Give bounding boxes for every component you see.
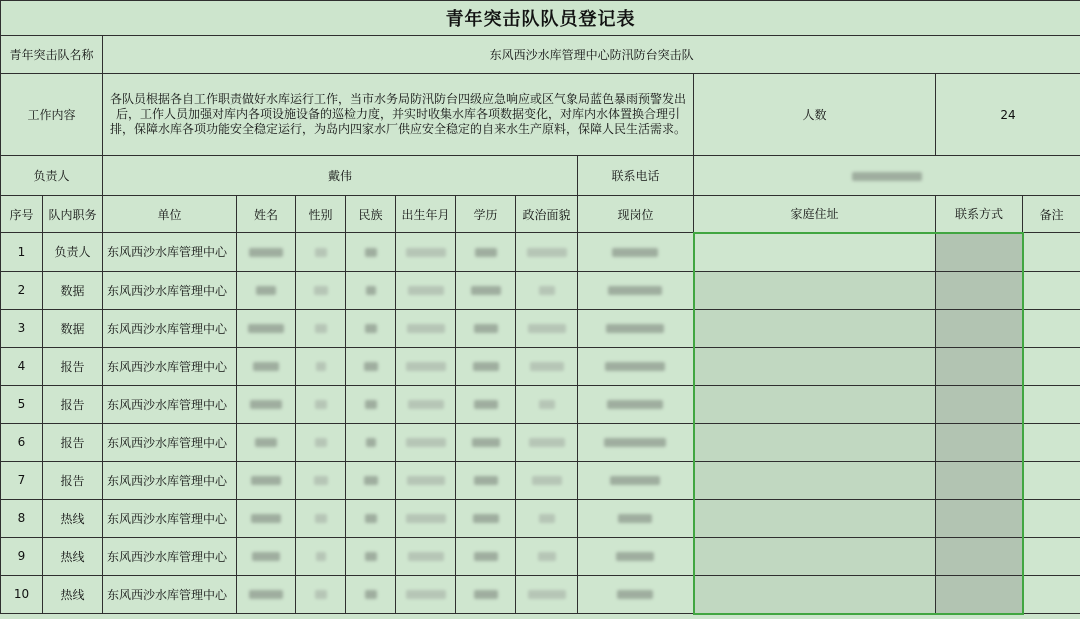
row-gender[interactable] bbox=[296, 499, 346, 537]
table-row bbox=[1, 423, 1080, 461]
row-index[interactable]: 5 bbox=[1, 385, 43, 423]
redacted-birth bbox=[408, 552, 444, 561]
col-header-name[interactable]: 姓名 bbox=[237, 196, 296, 233]
redacted-ethnicity bbox=[365, 590, 377, 599]
row-remarks[interactable] bbox=[1023, 423, 1080, 461]
col-header-education[interactable]: 学历 bbox=[456, 196, 516, 233]
row-birth[interactable] bbox=[396, 423, 456, 461]
row-index[interactable]: 8 bbox=[1, 499, 43, 537]
row-address[interactable] bbox=[694, 233, 936, 272]
row-remarks[interactable] bbox=[1023, 385, 1080, 423]
redacted-political bbox=[527, 248, 567, 257]
row-contact[interactable] bbox=[936, 347, 1023, 385]
redacted-ethnicity bbox=[365, 324, 377, 333]
redacted-political bbox=[539, 514, 555, 523]
redacted-education bbox=[474, 590, 498, 599]
redacted-education bbox=[475, 248, 497, 257]
col-header-ethnicity[interactable]: 民族 bbox=[346, 196, 396, 233]
row-ethnicity[interactable] bbox=[346, 499, 396, 537]
redacted-ethnicity bbox=[365, 400, 377, 409]
row-ethnicity[interactable] bbox=[346, 233, 396, 272]
row-gender[interactable] bbox=[296, 271, 346, 309]
row-birth[interactable] bbox=[396, 347, 456, 385]
row-position[interactable] bbox=[578, 385, 694, 423]
row-index[interactable]: 4 bbox=[1, 347, 43, 385]
team-name-value[interactable]: 东风西沙水库管理中心防汛防台突击队 bbox=[103, 36, 1080, 74]
redacted-name bbox=[256, 286, 276, 295]
redacted-ethnicity bbox=[365, 248, 377, 257]
row-position[interactable] bbox=[578, 233, 694, 272]
row-position[interactable] bbox=[578, 347, 694, 385]
col-header-address[interactable]: 家庭住址 bbox=[694, 196, 936, 233]
redacted-political bbox=[529, 438, 565, 447]
redacted-education bbox=[474, 324, 498, 333]
table-row bbox=[1, 271, 1080, 309]
row-index[interactable]: 7 bbox=[1, 461, 43, 499]
col-header-role[interactable]: 队内职务 bbox=[43, 196, 103, 233]
row-name[interactable] bbox=[237, 385, 296, 423]
redacted-gender bbox=[314, 476, 328, 485]
table-row bbox=[1, 347, 1080, 385]
row-ethnicity[interactable] bbox=[346, 537, 396, 575]
row-gender[interactable] bbox=[296, 423, 346, 461]
row-position[interactable] bbox=[578, 461, 694, 499]
row-gender[interactable] bbox=[296, 309, 346, 347]
row-remarks[interactable] bbox=[1023, 537, 1080, 575]
redacted-ethnicity bbox=[366, 438, 376, 447]
row-remarks[interactable] bbox=[1023, 575, 1080, 614]
redacted-name bbox=[248, 324, 284, 333]
leader-label[interactable]: 负责人 bbox=[1, 156, 103, 196]
leader-value[interactable]: 戴伟 bbox=[103, 156, 578, 196]
redacted-gender bbox=[315, 590, 327, 599]
row-gender[interactable] bbox=[296, 385, 346, 423]
redacted-ethnicity bbox=[364, 362, 378, 371]
row-contact[interactable] bbox=[936, 385, 1023, 423]
sheet-title[interactable]: 青年突击队队员登记表 bbox=[1, 1, 1080, 36]
row-political[interactable] bbox=[516, 499, 578, 537]
row-education[interactable] bbox=[456, 347, 516, 385]
redacted-ethnicity bbox=[366, 286, 376, 295]
redacted-name bbox=[253, 362, 279, 371]
row-name[interactable] bbox=[237, 309, 296, 347]
redacted-birth bbox=[406, 362, 446, 371]
row-position[interactable] bbox=[578, 575, 694, 614]
row-education[interactable] bbox=[456, 309, 516, 347]
col-header-index[interactable]: 序号 bbox=[1, 196, 43, 233]
row-role[interactable]: 数据 bbox=[43, 309, 103, 347]
row-gender[interactable] bbox=[296, 461, 346, 499]
redacted-political bbox=[528, 324, 566, 333]
row-index[interactable]: 9 bbox=[1, 537, 43, 575]
redacted-position bbox=[604, 438, 666, 447]
row-gender[interactable] bbox=[296, 233, 346, 272]
row-role[interactable]: 热线 bbox=[43, 575, 103, 614]
row-position[interactable] bbox=[578, 537, 694, 575]
row-unit[interactable]: 东风西沙水库管理中心 bbox=[103, 537, 237, 575]
row-education[interactable] bbox=[456, 423, 516, 461]
table-row bbox=[1, 233, 1080, 272]
redacted-political bbox=[538, 552, 556, 561]
table-row bbox=[1, 575, 1080, 614]
headcount-label[interactable]: 人数 bbox=[694, 74, 936, 156]
row-remarks[interactable] bbox=[1023, 233, 1080, 272]
row-address[interactable] bbox=[694, 575, 936, 614]
table-row bbox=[1, 461, 1080, 499]
row-birth[interactable] bbox=[396, 233, 456, 272]
row-name[interactable] bbox=[237, 537, 296, 575]
row-political[interactable] bbox=[516, 347, 578, 385]
row-unit[interactable]: 东风西沙水库管理中心 bbox=[103, 575, 237, 614]
row-ethnicity[interactable] bbox=[346, 347, 396, 385]
row-birth[interactable] bbox=[396, 499, 456, 537]
redacted-phone bbox=[852, 172, 922, 181]
row-role[interactable]: 报告 bbox=[43, 461, 103, 499]
row-gender[interactable] bbox=[296, 575, 346, 614]
row-ethnicity[interactable] bbox=[346, 271, 396, 309]
redacted-name bbox=[252, 552, 280, 561]
redacted-birth bbox=[408, 400, 444, 409]
row-political[interactable] bbox=[516, 575, 578, 614]
col-header-political[interactable]: 政治面貌 bbox=[516, 196, 578, 233]
redacted-education bbox=[471, 286, 501, 295]
row-remarks[interactable] bbox=[1023, 499, 1080, 537]
row-education[interactable] bbox=[456, 233, 516, 272]
row-contact[interactable] bbox=[936, 499, 1023, 537]
row-unit[interactable]: 东风西沙水库管理中心 bbox=[103, 271, 237, 309]
redacted-position bbox=[617, 590, 653, 599]
redacted-ethnicity bbox=[365, 514, 377, 523]
row-unit[interactable]: 东风西沙水库管理中心 bbox=[103, 347, 237, 385]
row-address[interactable] bbox=[694, 423, 936, 461]
col-header-contact[interactable]: 联系方式 bbox=[936, 196, 1023, 233]
row-name[interactable] bbox=[237, 461, 296, 499]
row-political[interactable] bbox=[516, 233, 578, 272]
row-birth[interactable] bbox=[396, 575, 456, 614]
team-name-label[interactable]: 青年突击队名称 bbox=[1, 36, 103, 74]
row-role[interactable]: 报告 bbox=[43, 385, 103, 423]
redacted-position bbox=[610, 476, 660, 485]
redacted-name bbox=[249, 248, 283, 257]
redacted-education bbox=[474, 476, 498, 485]
row-unit[interactable]: 东风西沙水库管理中心 bbox=[103, 423, 237, 461]
row-contact[interactable] bbox=[936, 309, 1023, 347]
row-political[interactable] bbox=[516, 537, 578, 575]
row-index[interactable]: 10 bbox=[1, 575, 43, 614]
redacted-political bbox=[532, 476, 562, 485]
redacted-gender bbox=[315, 248, 327, 257]
redacted-birth bbox=[407, 476, 445, 485]
row-unit[interactable]: 东风西沙水库管理中心 bbox=[103, 309, 237, 347]
redacted-position bbox=[607, 400, 663, 409]
col-header-remarks[interactable]: 备注 bbox=[1023, 196, 1080, 233]
row-political[interactable] bbox=[516, 309, 578, 347]
redacted-birth bbox=[406, 438, 446, 447]
row-role[interactable]: 热线 bbox=[43, 499, 103, 537]
data-rows bbox=[1, 233, 1080, 614]
row-education[interactable] bbox=[456, 575, 516, 614]
work-content-value[interactable]: 各队员根据各自工作职责做好水库运行工作，当市水务局防汛防台四级应急响应或区气象局蓝色暴雨预警发出后，工作人员加强对库内各项设施设备的巡检力度，并实时收集水库各项数据变化，对库内水体置换合理引排，保障水库各项功能安全稳定运行，为岛内四家水厂供应安全稳定的自来水生产原料，保障人民生活需求。 bbox=[103, 74, 694, 156]
row-political[interactable] bbox=[516, 423, 578, 461]
row-unit[interactable]: 东风西沙水库管理中心 bbox=[103, 499, 237, 537]
redacted-political bbox=[539, 400, 555, 409]
row-remarks[interactable] bbox=[1023, 461, 1080, 499]
col-header-position[interactable]: 现岗位 bbox=[578, 196, 694, 233]
table-row bbox=[1, 499, 1080, 537]
redacted-political bbox=[530, 362, 564, 371]
row-name[interactable] bbox=[237, 271, 296, 309]
row-name[interactable] bbox=[237, 423, 296, 461]
row-birth[interactable] bbox=[396, 537, 456, 575]
row-education[interactable] bbox=[456, 385, 516, 423]
row-address[interactable] bbox=[694, 499, 936, 537]
row-contact[interactable] bbox=[936, 461, 1023, 499]
redacted-ethnicity bbox=[364, 476, 378, 485]
row-position[interactable] bbox=[578, 309, 694, 347]
row-contact[interactable] bbox=[936, 233, 1023, 272]
redacted-birth bbox=[407, 324, 445, 333]
phone-label[interactable]: 联系电话 bbox=[578, 156, 694, 196]
redacted-education bbox=[474, 552, 498, 561]
row-education[interactable] bbox=[456, 461, 516, 499]
row-ethnicity[interactable] bbox=[346, 309, 396, 347]
redacted-gender bbox=[315, 400, 327, 409]
row-unit[interactable]: 东风西沙水库管理中心 bbox=[103, 233, 237, 272]
redacted-birth bbox=[406, 590, 446, 599]
redacted-birth bbox=[408, 286, 444, 295]
redacted-education bbox=[473, 362, 499, 371]
redacted-political bbox=[539, 286, 555, 295]
redacted-gender bbox=[315, 514, 327, 523]
row-remarks[interactable] bbox=[1023, 271, 1080, 309]
row-name[interactable] bbox=[237, 499, 296, 537]
row-unit[interactable]: 东风西沙水库管理中心 bbox=[103, 385, 237, 423]
redacted-position bbox=[606, 324, 664, 333]
redacted-gender bbox=[316, 552, 326, 561]
row-ethnicity[interactable] bbox=[346, 461, 396, 499]
row-address[interactable] bbox=[694, 385, 936, 423]
row-index[interactable]: 6 bbox=[1, 423, 43, 461]
row-address[interactable] bbox=[694, 461, 936, 499]
row-birth[interactable] bbox=[396, 271, 456, 309]
row-role[interactable]: 报告 bbox=[43, 423, 103, 461]
row-address[interactable] bbox=[694, 309, 936, 347]
redacted-education bbox=[474, 400, 498, 409]
row-address[interactable] bbox=[694, 347, 936, 385]
row-role[interactable]: 数据 bbox=[43, 271, 103, 309]
row-name[interactable] bbox=[237, 347, 296, 385]
row-address[interactable] bbox=[694, 537, 936, 575]
redacted-education bbox=[472, 438, 500, 447]
row-position[interactable] bbox=[578, 271, 694, 309]
row-address[interactable] bbox=[694, 271, 936, 309]
row-political[interactable] bbox=[516, 385, 578, 423]
row-contact[interactable] bbox=[936, 575, 1023, 614]
redacted-position bbox=[612, 248, 658, 257]
headcount-value[interactable]: 24 bbox=[936, 74, 1080, 156]
header-row bbox=[1, 196, 1080, 233]
row-birth[interactable] bbox=[396, 309, 456, 347]
phone-value[interactable] bbox=[694, 156, 1080, 196]
table-row bbox=[1, 309, 1080, 347]
redacted-birth bbox=[406, 514, 446, 523]
row-education[interactable] bbox=[456, 537, 516, 575]
row-contact[interactable] bbox=[936, 537, 1023, 575]
row-name[interactable] bbox=[237, 575, 296, 614]
table-row bbox=[1, 385, 1080, 423]
redacted-gender bbox=[315, 438, 327, 447]
col-header-birth[interactable]: 出生年月 bbox=[396, 196, 456, 233]
redacted-name bbox=[251, 476, 281, 485]
redacted-position bbox=[616, 552, 654, 561]
redacted-position bbox=[605, 362, 665, 371]
row-political[interactable] bbox=[516, 461, 578, 499]
row-index[interactable]: 2 bbox=[1, 271, 43, 309]
row-role[interactable]: 负责人 bbox=[43, 233, 103, 272]
redacted-gender bbox=[315, 324, 327, 333]
redacted-gender bbox=[314, 286, 328, 295]
row-ethnicity[interactable] bbox=[346, 575, 396, 614]
row-political[interactable] bbox=[516, 271, 578, 309]
redacted-position bbox=[608, 286, 662, 295]
row-gender[interactable] bbox=[296, 537, 346, 575]
row-contact[interactable] bbox=[936, 271, 1023, 309]
row-position[interactable] bbox=[578, 423, 694, 461]
row-unit[interactable]: 东风西沙水库管理中心 bbox=[103, 461, 237, 499]
col-header-gender[interactable]: 性别 bbox=[296, 196, 346, 233]
redacted-ethnicity bbox=[365, 552, 377, 561]
row-contact[interactable] bbox=[936, 423, 1023, 461]
row-birth[interactable] bbox=[396, 385, 456, 423]
redacted-name bbox=[249, 590, 283, 599]
redacted-position bbox=[618, 514, 652, 523]
row-position[interactable] bbox=[578, 499, 694, 537]
row-birth[interactable] bbox=[396, 461, 456, 499]
row-role[interactable]: 热线 bbox=[43, 537, 103, 575]
row-gender[interactable] bbox=[296, 347, 346, 385]
row-index[interactable]: 1 bbox=[1, 233, 43, 272]
col-header-unit[interactable]: 单位 bbox=[103, 196, 237, 233]
row-role[interactable]: 报告 bbox=[43, 347, 103, 385]
redacted-gender bbox=[316, 362, 326, 371]
redacted-name bbox=[250, 400, 282, 409]
row-education[interactable] bbox=[456, 271, 516, 309]
row-ethnicity[interactable] bbox=[346, 423, 396, 461]
redacted-name bbox=[251, 514, 281, 523]
row-remarks[interactable] bbox=[1023, 347, 1080, 385]
work-content-label[interactable]: 工作内容 bbox=[1, 74, 103, 156]
redacted-name bbox=[255, 438, 277, 447]
table-row bbox=[1, 537, 1080, 575]
row-education[interactable] bbox=[456, 499, 516, 537]
row-index[interactable]: 3 bbox=[1, 309, 43, 347]
redacted-birth bbox=[406, 248, 446, 257]
row-name[interactable] bbox=[237, 233, 296, 272]
row-ethnicity[interactable] bbox=[346, 385, 396, 423]
row-remarks[interactable] bbox=[1023, 309, 1080, 347]
redacted-education bbox=[473, 514, 499, 523]
redacted-political bbox=[528, 590, 566, 599]
